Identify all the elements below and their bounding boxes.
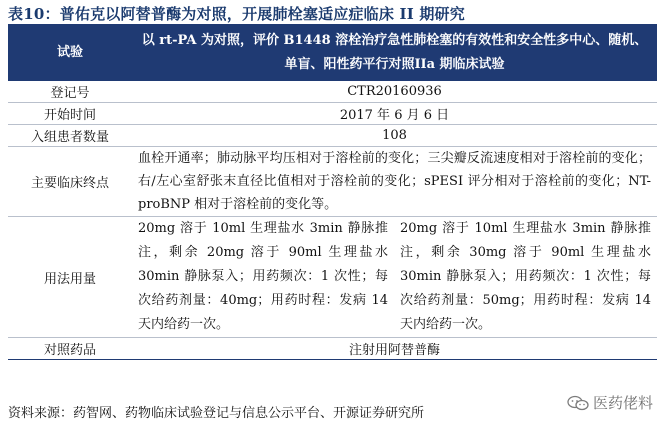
enrolled-value: 108 (132, 125, 657, 147)
source-footnote: 资料来源：药智网、药物临床试验登记与信息公示平台、开源证券研究所 (8, 406, 425, 421)
row-control (8, 338, 657, 360)
endpoints-label: 主要临床终点 (8, 147, 132, 217)
row-endpoints (8, 147, 657, 217)
table-header-row (8, 25, 657, 81)
registration-label: 登记号 (8, 81, 132, 103)
control-label: 对照药品 (8, 338, 132, 360)
start-time-value: 2017 年 6 月 6 日 (132, 103, 657, 125)
row-dosage (8, 217, 657, 338)
row-enrolled (8, 125, 657, 147)
control-value: 注射用阿替普酶 (132, 338, 657, 360)
row-start-time (8, 103, 657, 125)
watermark (567, 392, 653, 413)
wechat-icon (567, 395, 589, 411)
watermark-text: 医药佬料 (592, 394, 653, 412)
dosage-left: 20mg 溶于 10ml 生理盐水 3min 静脉推注，剩余 20mg 溶于 90ml 生理盐水 30min 静脉泵入；用药频次：1 次性；每次给药剂量：40mg；用药时程：发病 14 天内给药一次。 (132, 217, 394, 338)
row-registration (8, 81, 657, 103)
header-label: 试验 (8, 25, 132, 81)
header-content: 以 rt-PA 为对照，评价 B1448 溶栓治疗急性肺栓塞的有效性和安全性多中心、随机、单盲、阳性药平行对照IIa 期临床试验 (132, 25, 657, 81)
endpoints-value: 血栓开通率；肺动脉平均压相对于溶栓前的变化；三尖瓣反流速度相对于溶栓前的变化；右/左心室舒张末直径比值相对于溶栓前的变化；sPESI 评分相对于溶栓前的变化；NT-proBNP 相对于溶栓前的变化等。 (132, 147, 657, 217)
registration-value: CTR20160936 (132, 81, 657, 103)
start-time-label: 开始时间 (8, 103, 132, 125)
dosage-label: 用法用量 (8, 217, 132, 338)
trial-table (8, 25, 657, 360)
table-title: 表10：普佑克以阿替普酶为对照，开展肺栓塞适应症临床 II 期研究 (8, 5, 465, 23)
enrolled-label: 入组患者数量 (8, 125, 132, 147)
dosage-right: 20mg 溶于 10ml 生理盐水 3min 静脉推注，剩余 30mg 溶于 90ml 生理盐水 30min 静脉泵入；用药频次：1 次性；每次给药剂量：50mg；用药时程：发病 14 天内给药一次。 (394, 217, 657, 338)
